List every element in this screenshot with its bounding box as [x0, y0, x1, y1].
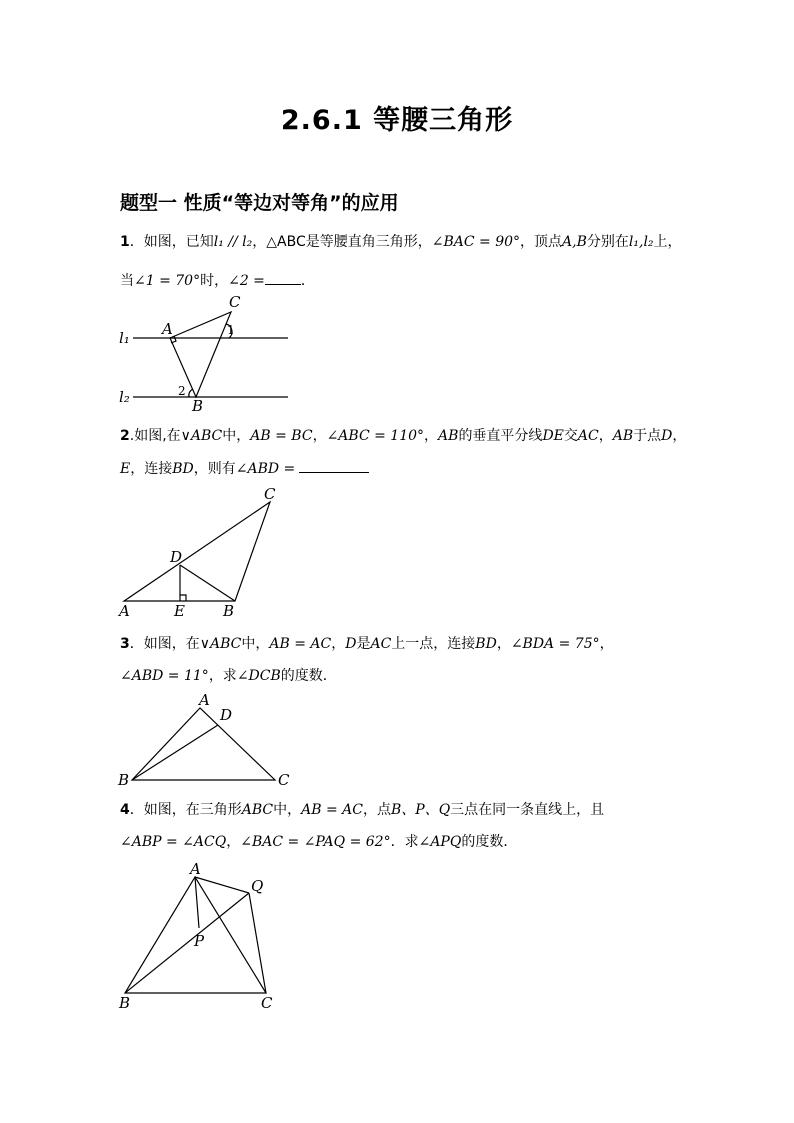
q2-point: E [120, 461, 131, 477]
q4-label-q: Q [251, 877, 264, 895]
q2-label-b: B [223, 602, 235, 620]
q3-text: ，求 [208, 668, 237, 684]
q3-segment: BD [475, 636, 497, 652]
q2-text: 中， [222, 428, 251, 444]
q3-angle-dcb: ∠DCB [236, 668, 281, 684]
q2-label-a: A [119, 602, 130, 620]
q1-text: ，顶点 [520, 234, 563, 250]
q3-text: ．如图，在 [129, 636, 200, 652]
q2-text: ，连接 [130, 461, 173, 477]
q2-text: 的垂直平分线 [458, 428, 543, 444]
section-heading: 题型一 性质“等边对等角”的应用 [120, 192, 399, 214]
q3-point: D [345, 636, 357, 652]
q1-points: A,B [562, 234, 587, 250]
q3-triangle: ∨ABC [199, 636, 242, 652]
q1-label-1: 1 [227, 323, 235, 337]
q2-angle-abc: ∠ABC = 110° [326, 428, 425, 444]
q2-text: ， [424, 428, 439, 444]
q1-lines: l₁,l₂ [628, 234, 654, 250]
q2-label-e: E [174, 602, 185, 620]
q2-label-d: D [170, 548, 183, 566]
q3-text: ， [599, 636, 614, 652]
q1-text: ． [300, 273, 315, 289]
q1-angle-2: ∠2 = [228, 273, 265, 289]
q2-angle-abd: ∠ABD = [235, 461, 296, 477]
q3-angle-bda: ∠BDA = 75° [510, 636, 600, 652]
q3-text: ， [496, 636, 511, 652]
q1-text: 分别在 [586, 234, 629, 250]
q1-text: 时， [200, 273, 229, 289]
q1-label-b: B [192, 397, 204, 415]
q2-text: 交 [563, 428, 578, 444]
q4-label-c: C [261, 994, 273, 1012]
q4-text: 中， [273, 802, 302, 818]
q2-number: 2 [120, 428, 130, 444]
q2-text: ， [312, 428, 327, 444]
q1-label-2: 2 [178, 384, 186, 398]
q2-segment: AB [438, 428, 459, 444]
q4-angle-apq: ∠APQ [418, 834, 462, 850]
q3-text: 中， [241, 636, 270, 652]
q4-label-b: B [119, 994, 131, 1012]
q3-segment: AC [370, 636, 392, 652]
q3-text: 是 [356, 636, 371, 652]
q4-line-bq [125, 893, 249, 993]
q1-label-l2: l₂ [119, 388, 130, 406]
q3-angle-abd: ∠ABD = 11° [120, 668, 209, 684]
q1-text: 上， [653, 234, 682, 250]
q4-number: 4 [120, 802, 130, 818]
q1-label-a: A [162, 320, 173, 338]
q4-equality: AB = AC [301, 802, 363, 818]
q3-text: ， [331, 636, 346, 652]
q4-text: ．如图，在三角形 [129, 802, 242, 818]
q2-text: .如图,在 [129, 428, 181, 444]
q2-segment: DE [542, 428, 564, 444]
q4-triangle: ABC [241, 802, 274, 818]
q1-number: 1 [120, 234, 130, 250]
q2-point: D [661, 428, 673, 444]
q4-label-a: A [190, 860, 201, 878]
q1-text: 当 [120, 273, 134, 289]
q4-points: B、P、Q [390, 802, 451, 818]
q1-parallel: l₁ // l₂ [213, 234, 253, 250]
q4-text: 三点在同一条直线上，且 [450, 802, 605, 818]
q3-equality: AB = AC [269, 636, 332, 652]
q4-text: ，点 [362, 802, 391, 818]
q2-equality: AB = BC [250, 428, 313, 444]
q3-text: 的度数． [280, 668, 337, 684]
page-title: 2.6.1 等腰三角形 [280, 105, 514, 136]
q2-text: ， [598, 428, 613, 444]
q4-text: 的度数． [461, 834, 518, 850]
q4-text: ， [226, 834, 241, 850]
q2-text: ， [672, 428, 687, 444]
q3-label-c: C [278, 771, 290, 789]
q1-label-c: C [229, 293, 241, 311]
q1-angle-bac: ∠BAC = 90° [431, 234, 521, 250]
q3-label-b: B [118, 771, 130, 789]
q2-triangle: ∨ABC [180, 428, 223, 444]
q1-text: ，△ABC是等腰直角三角形， [252, 234, 432, 250]
q4-angle-eq1: ∠ABP = ∠ACQ [120, 834, 227, 850]
q4-text: ．求 [390, 834, 419, 850]
q4-angle-eq2: ∠BAC = ∠PAQ = 62° [240, 834, 391, 850]
q2-text: ，则有 [193, 461, 236, 477]
q1-angle-1: ∠1 = 70° [134, 273, 201, 289]
q2-label-c: C [264, 485, 276, 503]
q4-label-p: P [194, 932, 205, 950]
q1-label-l1: l₁ [119, 329, 130, 347]
q2-text: 于点 [633, 428, 662, 444]
q3-label-d: D [220, 706, 233, 724]
q3-label-a: A [199, 691, 210, 709]
q4-segment-ap [195, 877, 199, 928]
q3-number: 3 [120, 636, 130, 652]
q2-segment: BD [172, 461, 194, 477]
q2-segment: AC [577, 428, 599, 444]
q2-segment: AB [612, 428, 634, 444]
q1-text: ．如图，已知 [129, 234, 214, 250]
q3-text: 上一点，连接 [391, 636, 476, 652]
